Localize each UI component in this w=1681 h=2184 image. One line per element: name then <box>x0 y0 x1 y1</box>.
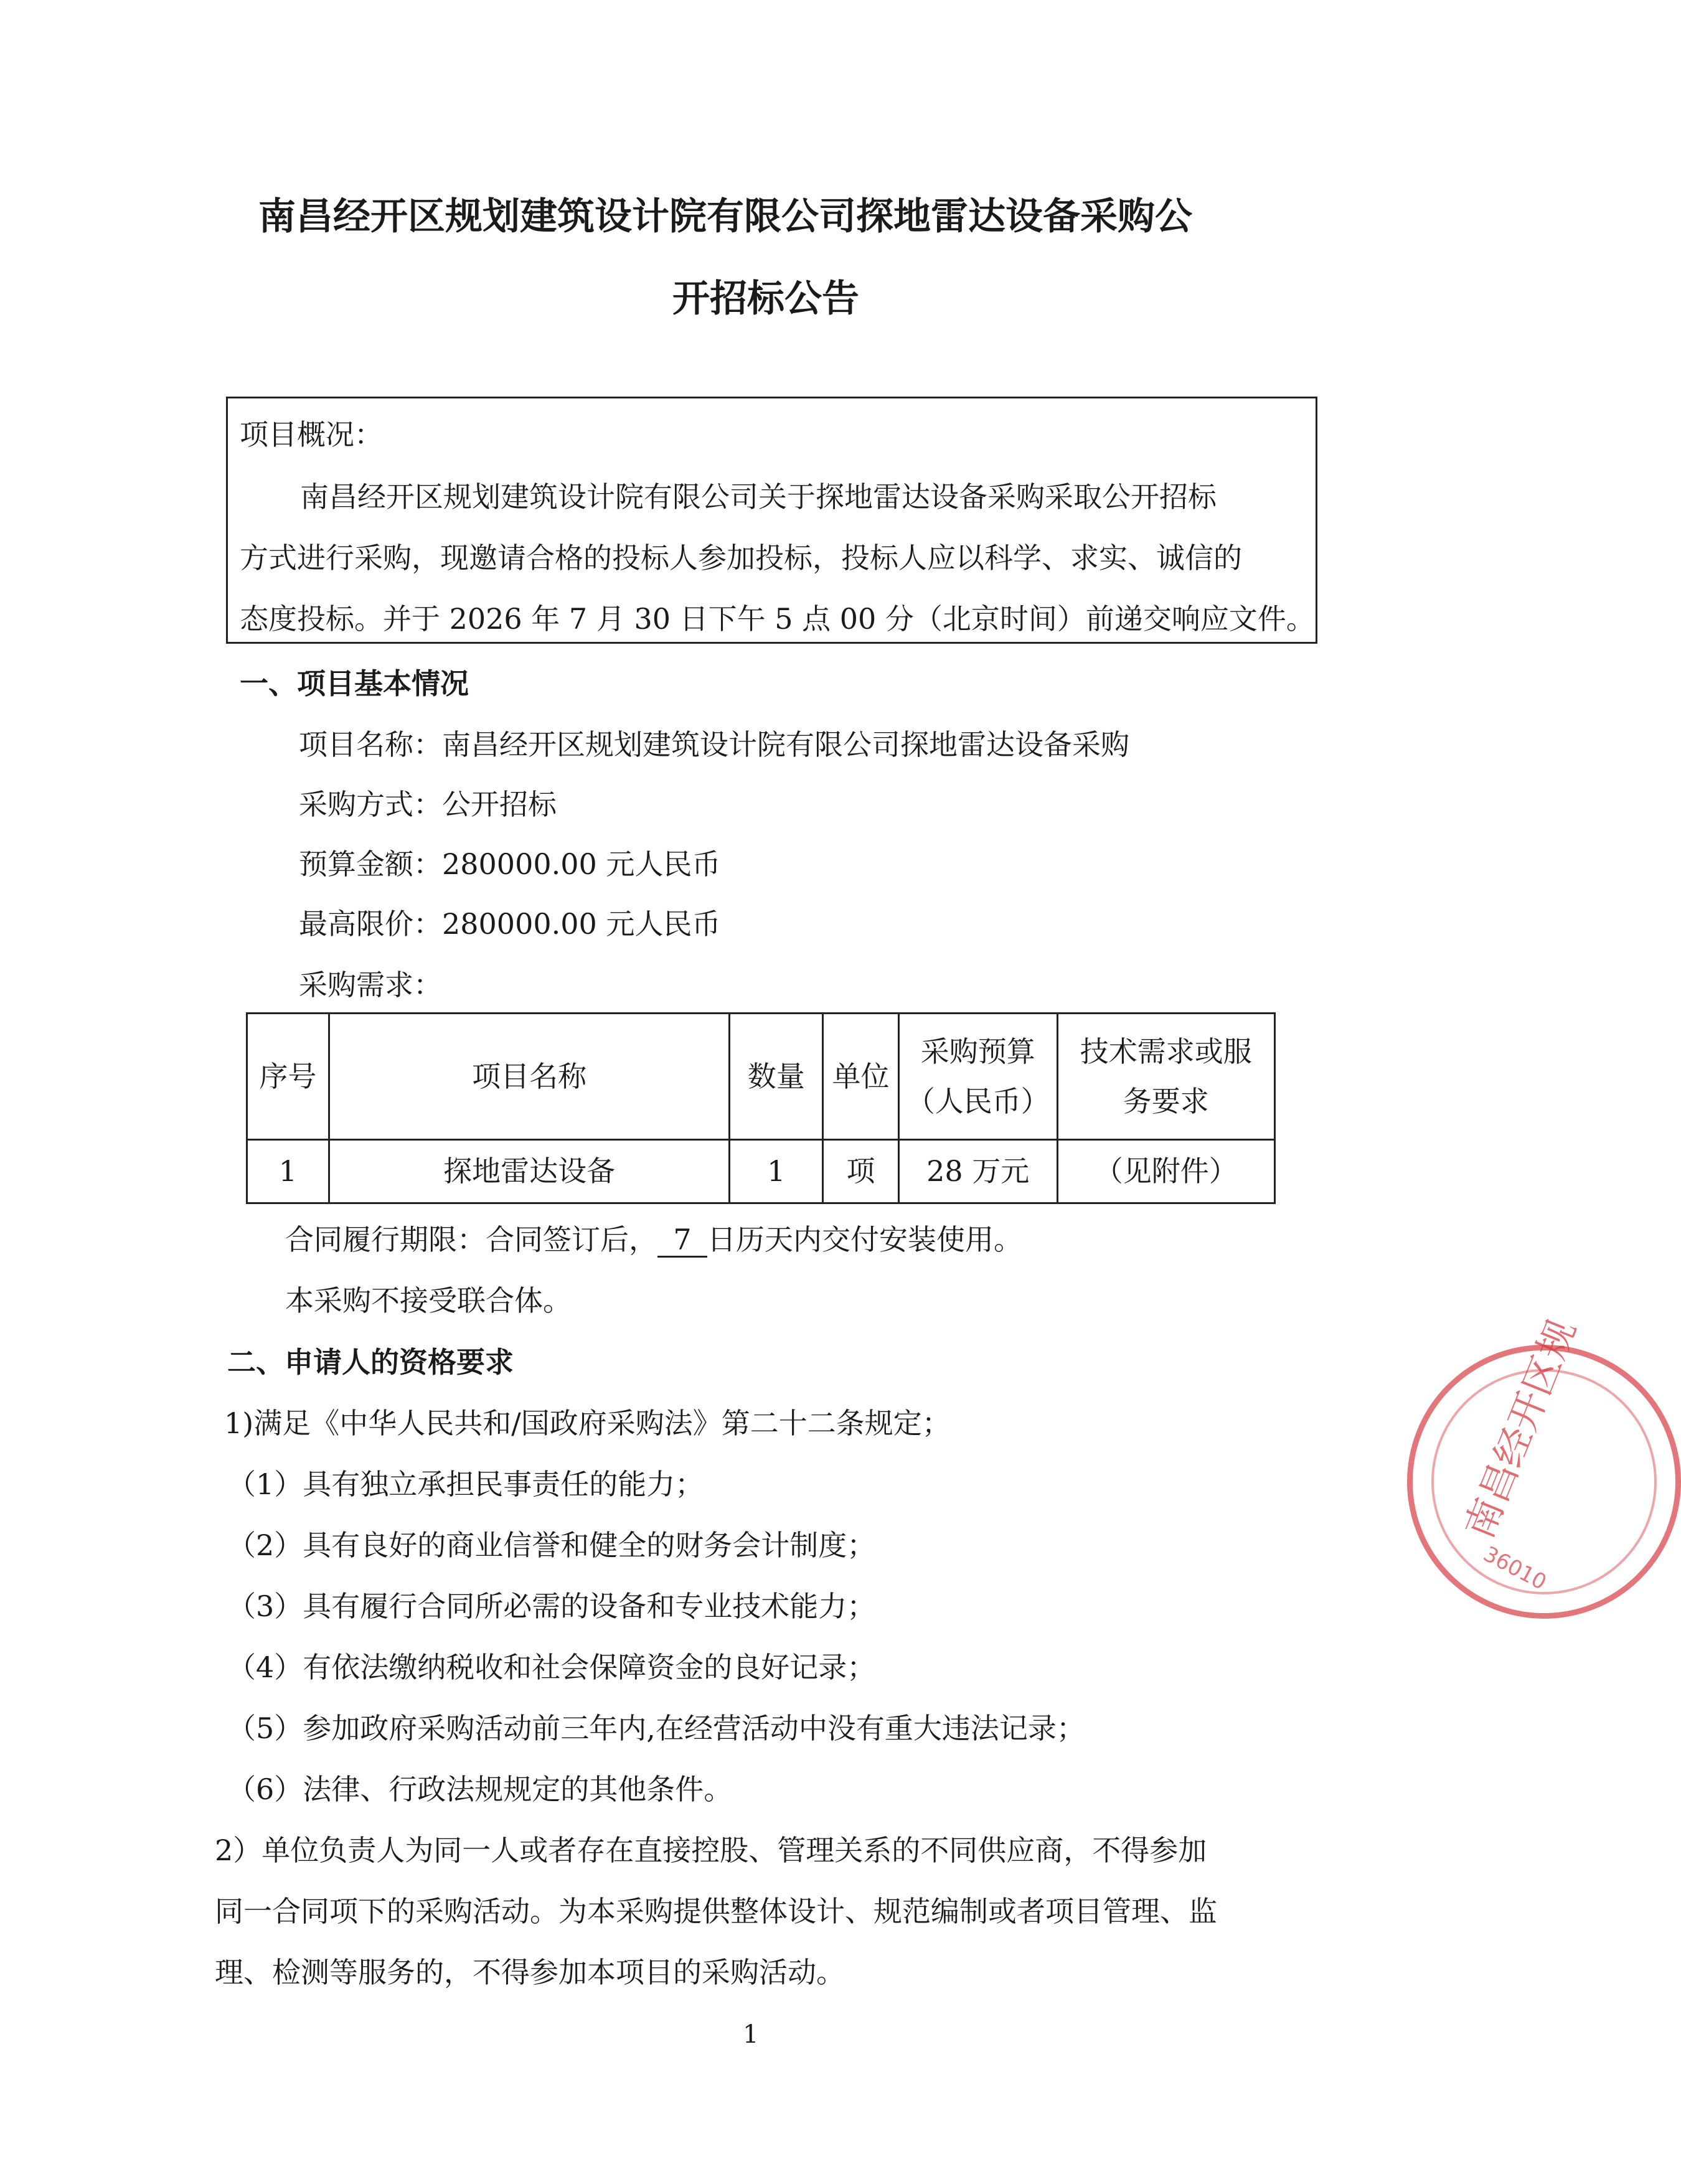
header-budget-line2: （人民币） <box>906 1085 1050 1118</box>
header-budget-line1: 采购预算 <box>920 1034 1035 1068</box>
table-row <box>247 1140 1275 1203</box>
qualification-item-2-line1: 2）单位负责人为同一人或者存在直接控股、管理关系的不同供应商，不得参加 <box>215 1833 1207 1867</box>
qualification-item-2-line3: 理、检测等服务的，不得参加本项目的采购活动。 <box>215 1956 845 1989</box>
seal-code: 36010 <box>1479 1541 1551 1596</box>
no-consortium-line: 本采购不接受联合体。 <box>285 1284 572 1317</box>
qualification-item-1: 1)满足《中华人民共和/国政府采购法》第二十二条规定； <box>224 1406 951 1440</box>
page-number: 1 <box>743 2020 759 2049</box>
project-name-line: 项目名称：南昌经开区规划建筑设计院有限公司探地雷达设备采购 <box>299 728 1129 761</box>
overview-line-1: 南昌经开区规划建筑设计院有限公司关于探地雷达设备采购采取公开招标 <box>300 480 1217 514</box>
qualification-subitem-6: （6）法律、行政法规规定的其他条件。 <box>227 1772 733 1806</box>
header-name: 项目名称 <box>329 1014 730 1140</box>
header-req-line1: 技术需求或服 <box>1080 1034 1252 1068</box>
company-seal <box>1407 1312 1681 1619</box>
row-budget: 28 万元 <box>898 1140 1057 1203</box>
document-title-line1: 南昌经开区规划建筑设计院有限公司探地雷达设备采购公 <box>258 195 1192 238</box>
row-seq: 1 <box>247 1140 329 1203</box>
overview-label: 项目概况： <box>240 418 383 451</box>
procurement-requirements-table <box>246 1012 1276 1204</box>
document-title-line2: 开招标公告 <box>672 277 859 321</box>
row-name: 探地雷达设备 <box>329 1140 730 1203</box>
section1-heading: 一、项目基本情况 <box>240 667 469 700</box>
overview-line-3: 态度投标。并于 2026 年 7 月 30 日下午 5 点 00 分（北京时间）前递交响应文件。 <box>240 602 1315 636</box>
seal-text: 南昌经开区规 <box>1456 1312 1585 1545</box>
header-budget <box>898 1014 1057 1140</box>
overview-line-2: 方式进行采购，现邀请合格的投标人参加投标，投标人应以科学、求实、诚信的 <box>240 541 1242 575</box>
header-requirements <box>1057 1014 1274 1140</box>
header-unit: 单位 <box>823 1014 899 1140</box>
row-unit: 项 <box>823 1140 899 1203</box>
contract-period-suffix: 日历天内交付安装使用。 <box>707 1223 1022 1256</box>
header-req-line2: 务要求 <box>1123 1085 1209 1118</box>
max-price-line: 最高限价：280000.00 元人民币 <box>299 907 721 941</box>
contract-period-line <box>285 1217 1022 1258</box>
qualification-subitem-3: （3）具有履行合同所必需的设备和专业技术能力； <box>227 1589 876 1623</box>
qualification-subitem-1: （1）具有独立承担民事责任的能力； <box>227 1467 704 1501</box>
contract-period-prefix: 合同履行期限：合同签订后， <box>285 1223 657 1256</box>
qualification-item-2-line2: 同一合同项下的采购活动。为本采购提供整体设计、规范编制或者项目管理、监 <box>215 1895 1217 1928</box>
header-qty: 数量 <box>730 1014 823 1140</box>
qualification-subitem-2: （2）具有良好的商业信誉和健全的财务会计制度； <box>227 1528 876 1562</box>
table-header-row <box>247 1014 1275 1140</box>
header-seq: 序号 <box>247 1014 329 1140</box>
procurement-method-line: 采购方式：公开招标 <box>299 788 557 821</box>
requirements-label: 采购需求： <box>299 968 442 1002</box>
row-requirements: （见附件） <box>1057 1140 1274 1203</box>
qualification-subitem-4: （4）有依法缴纳税收和社会保障资金的良好记录； <box>227 1650 876 1684</box>
section2-heading: 二、申请人的资格要求 <box>227 1345 514 1379</box>
row-qty: 1 <box>730 1140 823 1203</box>
budget-amount-line: 预算金额：280000.00 元人民币 <box>299 847 721 881</box>
contract-days: 7 <box>657 1224 707 1258</box>
qualification-subitem-5: （5）参加政府采购活动前三年内,在经营活动中没有重大违法记录； <box>227 1711 1085 1745</box>
